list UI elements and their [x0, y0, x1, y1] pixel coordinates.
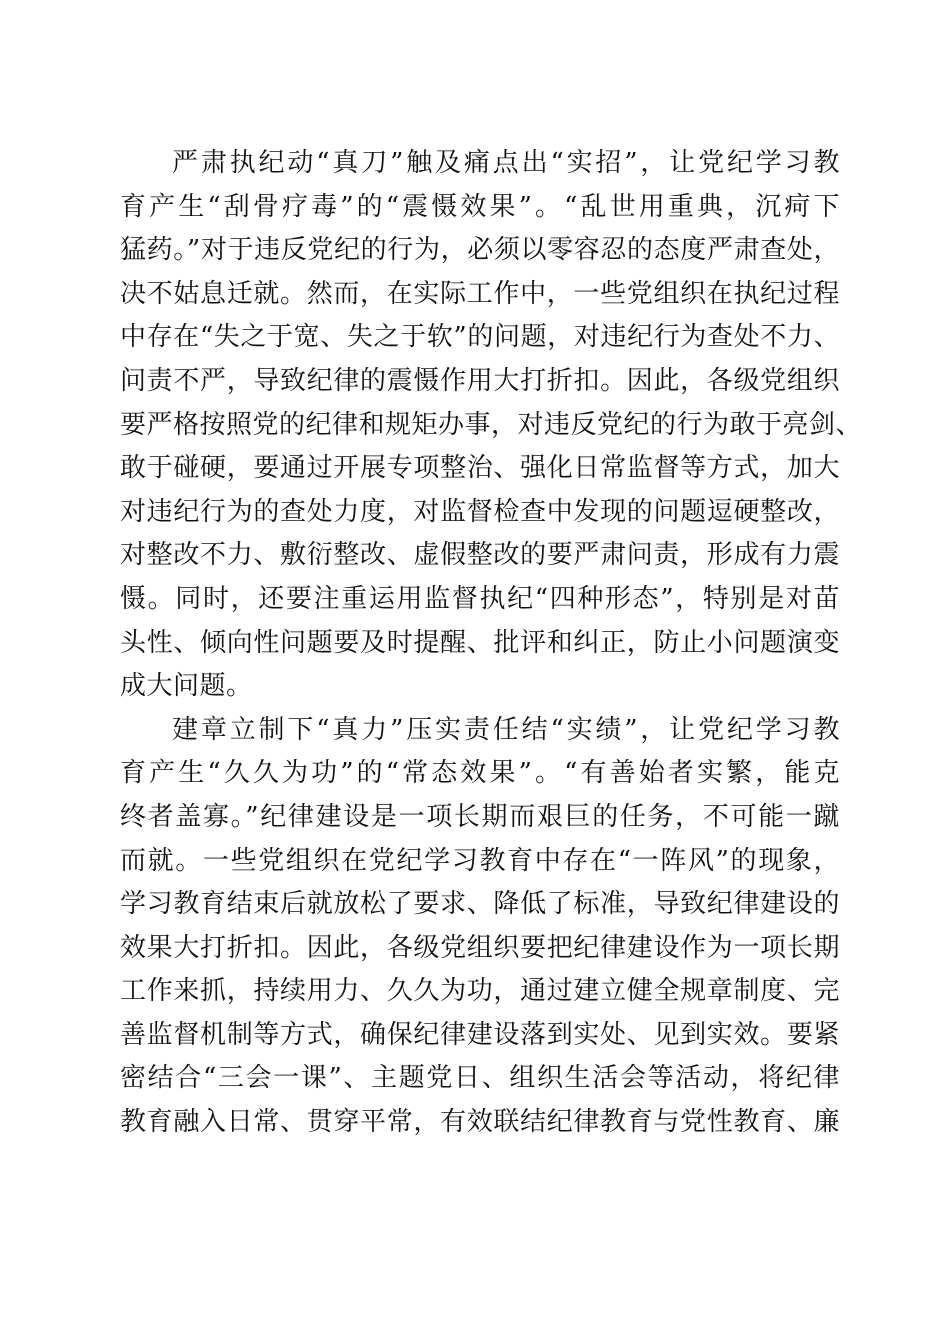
text-line: 而就。一些党组织在党纪学习教育中存在“一阵风”的现象， [120, 845, 840, 876]
text-line: 工作来抓，持续用力、久久为功，通过建立健全规章制度、完 [120, 976, 840, 1007]
text-line: 效果大打折扣。因此，各级党组织要把纪律建设作为一项长期 [120, 932, 840, 963]
text-line: 猛药。”对于违反党纪的行为，必须以零容忍的态度严肃查处， [120, 235, 840, 266]
text-line: 密结合“三会一课”、主题党日、组织生活会等活动，将纪律 [120, 1063, 840, 1094]
text-line: 对整改不力、敷衍整改、虚假整改的要严肃问责，形成有力震 [120, 540, 840, 571]
paragraph-institution-building [120, 709, 840, 1145]
text-line: 育产生“刮骨疗毒”的“震慑效果”。“乱世用重典，沉疴下 [120, 191, 840, 222]
text-line: 成大问题。 [120, 671, 253, 702]
text-line: 敢于碰硬，要通过开展专项整治、强化日常监督等方式，加大 [120, 453, 840, 484]
text-line: 学习教育结束后就放松了要求、降低了标准，导致纪律建设的 [120, 889, 840, 920]
text-line: 问责不严，导致纪律的震慑作用大打折扣。因此，各级党组织 [120, 365, 840, 396]
text-line: 决不姑息迁就。然而，在实际工作中，一些党组织在执纪过程 [120, 278, 840, 309]
text-line: 终者盖寡。”纪律建设是一项长期而艰巨的任务，不可能一蹴 [120, 801, 840, 832]
text-line: 对违纪行为的查处力度，对监督检查中发现的问题逗硬整改， [120, 496, 840, 527]
text-line: 教育融入日常、贯穿平常，有效联结纪律教育与党性教育、廉 [120, 1107, 840, 1138]
text-line: 头性、倾向性问题要及时提醒、批评和纠正，防止小问题演变 [120, 627, 840, 658]
text-line: 善监督机制等方式，确保纪律建设落到实处、见到实效。要紧 [120, 1019, 840, 1050]
text-line: 育产生“久久为功”的“常态效果”。“有善始者实繁，能克 [120, 758, 840, 789]
document-body [120, 142, 863, 1145]
text-line: 慑。同时，还要注重运用监督执纪“四种形态”，特别是对苗 [120, 583, 840, 614]
text-line: 要严格按照党的纪律和规矩办事，对违反党纪的行为敢于亮剑、 [120, 409, 863, 440]
text-line: 中存在“失之于宽、失之于软”的问题，对违纪行为查处不力、 [120, 322, 840, 353]
paragraph-strict-discipline [120, 142, 863, 709]
text-line: 建章立制下“真力”压实责任结“实绩”，让党纪学习教 [172, 714, 840, 745]
text-line: 严肃执纪动“真刀”触及痛点出“实招”，让党纪学习教 [172, 148, 840, 178]
